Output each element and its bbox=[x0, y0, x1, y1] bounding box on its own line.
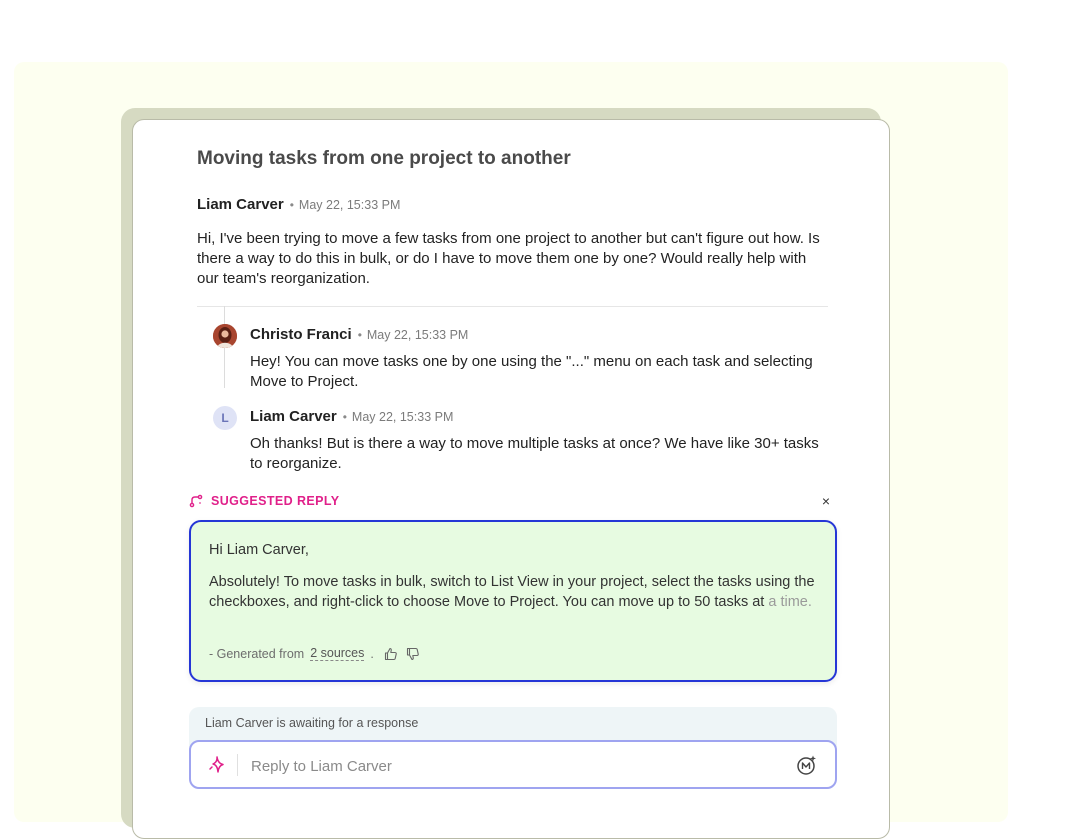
avatar-photo-icon bbox=[213, 324, 237, 348]
thumbs-up-icon bbox=[384, 647, 398, 661]
reply-meta bbox=[250, 326, 468, 343]
generated-prefix: - Generated from bbox=[209, 646, 305, 661]
reply-composer bbox=[189, 740, 837, 789]
thread-card bbox=[132, 119, 890, 839]
reply-message: Hey! You can move tasks one by one using the "..." menu on each task and selecting Move to Project. bbox=[250, 353, 813, 390]
awaiting-response-text: Liam Carver is awaiting for a response bbox=[205, 716, 419, 730]
reply-input[interactable] bbox=[249, 753, 773, 779]
close-button[interactable]: × bbox=[821, 493, 831, 509]
thumbs-down-button[interactable] bbox=[406, 647, 420, 661]
suggested-body-fade: a time. bbox=[768, 594, 812, 610]
original-message: Hi, I've been trying to move a few tasks from one project to another but can't figure out how. Is there a way to do this in bulk, or do I have to move them one by one? Would really help with our team's reorganization. bbox=[197, 230, 820, 287]
reply-timestamp: May 22, 15:33 PM bbox=[366, 328, 469, 342]
suggested-reply-label: SUGGESTED REPLY bbox=[211, 494, 340, 508]
suggested-reply-header bbox=[189, 494, 340, 508]
generated-from-line bbox=[209, 646, 420, 661]
suggested-body-main: Absolutely! To move tasks in bulk, switch to List View in your project, select the tasks using the checkboxes, and right-click to choose Move to Project. You can move up to 50 tasks at bbox=[209, 574, 815, 610]
ai-sparkle-icon bbox=[207, 755, 227, 775]
reply-message: Oh thanks! But is there a way to move multiple tasks at once? We have like 30+ tasks to reorganize. bbox=[250, 435, 819, 472]
meta-separator: • bbox=[289, 198, 294, 212]
input-separator bbox=[237, 754, 238, 776]
original-author: Liam Carver bbox=[197, 196, 284, 213]
original-timestamp: May 22, 15:33 PM bbox=[298, 198, 401, 212]
thumbs-up-button[interactable] bbox=[384, 647, 398, 661]
thumbs-down-icon bbox=[406, 647, 420, 661]
divider bbox=[197, 306, 828, 307]
reply-meta bbox=[250, 408, 453, 425]
generated-suffix: . bbox=[370, 646, 374, 661]
suggested-greeting: Hi Liam Carver, bbox=[209, 542, 309, 558]
original-meta bbox=[197, 196, 400, 213]
branch-sparkle-icon bbox=[189, 494, 203, 508]
thread-title: Moving tasks from one project to another bbox=[197, 148, 571, 169]
suggested-reply-box[interactable] bbox=[189, 520, 837, 682]
suggested-body bbox=[209, 572, 819, 612]
avatar bbox=[213, 324, 237, 348]
emoji-button[interactable] bbox=[796, 754, 818, 781]
avatar: L bbox=[213, 406, 237, 430]
reply-timestamp: May 22, 15:33 PM bbox=[351, 410, 454, 424]
reply-author: Christo Franci bbox=[250, 326, 352, 343]
meta-separator: • bbox=[357, 328, 362, 342]
ai-sparkle-button[interactable] bbox=[207, 755, 227, 780]
sources-link[interactable]: 2 sources bbox=[310, 646, 365, 660]
meta-separator: • bbox=[342, 410, 347, 424]
emoji-sparkle-icon bbox=[796, 754, 818, 776]
reply-author: Liam Carver bbox=[250, 408, 337, 425]
